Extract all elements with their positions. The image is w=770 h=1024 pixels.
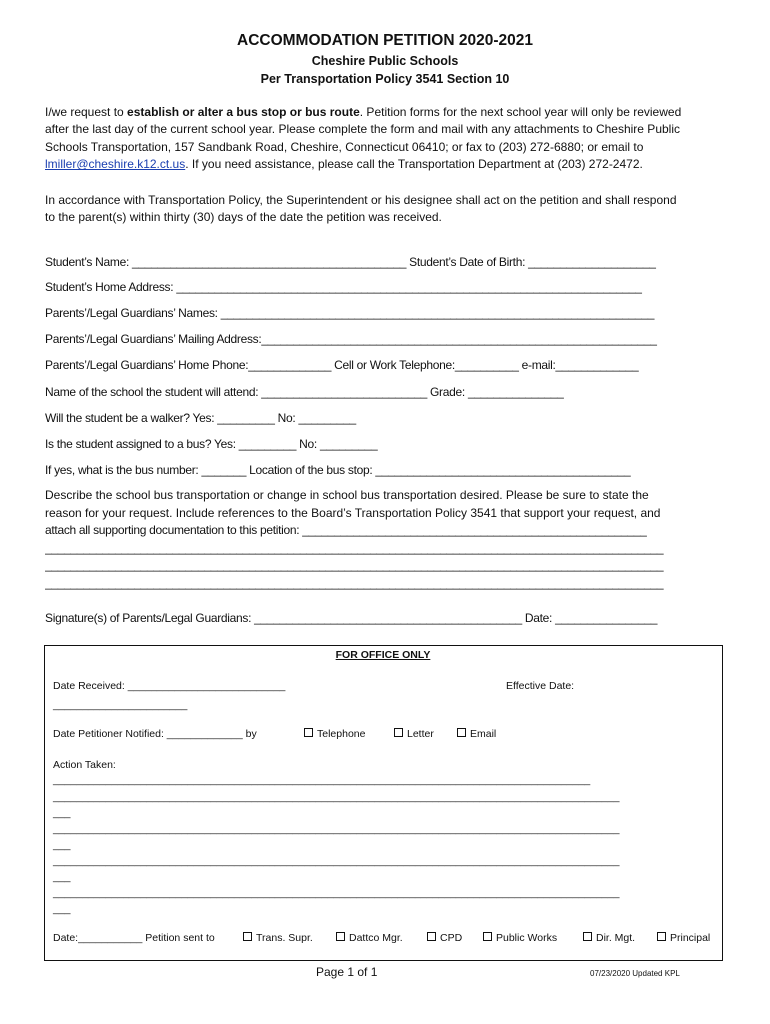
action-line[interactable]: _________________________________________________________________________________________________ bbox=[53, 887, 620, 899]
action-line-tail: ___ bbox=[53, 807, 71, 819]
action-line[interactable]: _________________________________________________________________________________________________ bbox=[53, 823, 620, 835]
bus-number-field[interactable]: If yes, what is the bus number: _______ Location of the bus stop: ________________________________________ bbox=[45, 463, 631, 477]
action-line[interactable]: ____________________________________________________________________________________________ bbox=[53, 774, 591, 786]
describe-blank-line[interactable]: _________________________________________________________________________________________________ bbox=[45, 558, 664, 572]
date-received-field[interactable]: Date Received: ___________________________ bbox=[53, 680, 286, 692]
guardian-names-field[interactable]: Parents’/Legal Guardians’ Names: ____________________________________________________________________ bbox=[45, 306, 655, 320]
checkbox-icon bbox=[583, 932, 592, 941]
district-name: Cheshire Public Schools bbox=[311, 54, 459, 68]
checkbox-icon bbox=[483, 932, 492, 941]
date-sent-field[interactable]: Date:___________ Petition sent to bbox=[53, 932, 215, 944]
mailing-address-field[interactable]: Parents’/Legal Guardians’ Mailing Address:______________________________________________________________ bbox=[45, 332, 657, 346]
trans-supr-option[interactable]: Trans. Supr. bbox=[243, 932, 313, 944]
checkbox-icon bbox=[243, 932, 252, 941]
office-use-box bbox=[44, 645, 723, 961]
page-number: Page 1 of 1 bbox=[316, 965, 378, 979]
dattco-mgr-option[interactable]: Dattco Mgr. bbox=[336, 932, 403, 944]
checkbox-icon bbox=[336, 932, 345, 941]
checkbox-icon bbox=[304, 728, 313, 737]
describe-line-1: Describe the school bus transportation or change in school bus transportation desired. Please be sure to state the bbox=[45, 488, 649, 502]
letter-option[interactable]: Letter bbox=[394, 728, 434, 740]
action-line-tail: ___ bbox=[53, 839, 71, 851]
action-line-tail: ___ bbox=[53, 871, 71, 883]
describe-blank-line[interactable]: _________________________________________________________________________________________________ bbox=[45, 541, 664, 555]
school-grade-field[interactable]: Name of the school the student will attend: __________________________ Grade: _______________ bbox=[45, 385, 564, 399]
principal-option[interactable]: Principal bbox=[657, 932, 710, 944]
walker-field[interactable]: Will the student be a walker? Yes: _________ No: _________ bbox=[45, 411, 356, 425]
describe-line-3[interactable]: attach all supporting documentation to this petition: ______________________________________________________ bbox=[45, 523, 647, 537]
describe-blank-line[interactable]: _________________________________________________________________________________________________ bbox=[45, 576, 664, 590]
page-title: ACCOMMODATION PETITION 2020-2021 bbox=[237, 32, 533, 49]
checkbox-icon bbox=[457, 728, 466, 737]
checkbox-icon bbox=[657, 932, 666, 941]
intro-paragraph: I/we request to establish or alter a bus stop or bus route. Petition forms for the next school year will only be reviewed after the last day of the current school year. Please complete the form and mail with any attachments to Cheshire Public Schools Transportation, 157 Sandbank Road, Cheshire, Connecticut 06410; or fax to (203) 272-6880; or email to lmiller@cheshire.k12.ct.us. If you need assistance, please call the Transportation Department at (203) 272-2472. bbox=[45, 105, 682, 172]
cpd-option[interactable]: CPD bbox=[427, 932, 462, 944]
telephone-option[interactable]: Telephone bbox=[304, 728, 365, 740]
checkbox-icon bbox=[394, 728, 403, 737]
dir-mgt-option[interactable]: Dir. Mgt. bbox=[583, 932, 635, 944]
checkbox-icon bbox=[427, 932, 436, 941]
email-link[interactable]: lmiller@cheshire.k12.ct.us bbox=[45, 157, 186, 172]
email-option[interactable]: Email bbox=[457, 728, 496, 740]
action-line[interactable]: _________________________________________________________________________________________________ bbox=[53, 791, 620, 803]
date-notified-field[interactable]: Date Petitioner Notified: _____________ by bbox=[53, 728, 257, 740]
action-taken-label: Action Taken: bbox=[53, 759, 116, 771]
effective-date-label: Effective Date: bbox=[506, 680, 575, 692]
action-line-tail: ___ bbox=[53, 903, 71, 915]
effective-date-blank[interactable]: _______________________ bbox=[53, 699, 188, 711]
describe-line-2: reason for your request. Include references to the Board’s Transportation Policy 3541 that support your request, and bbox=[45, 506, 661, 520]
bus-assigned-field[interactable]: Is the student assigned to a bus? Yes: _________ No: _________ bbox=[45, 437, 378, 451]
policy-paragraph: In accordance with Transportation Policy, the Superintendent or his designee shall act on the petition and shall respond to the parent(s) within thirty (30) days of the date the petition was received. bbox=[45, 193, 677, 225]
policy-reference: Per Transportation Policy 3541 Section 10 bbox=[260, 72, 510, 86]
updated-note: 07/23/2020 Updated KPL bbox=[590, 969, 680, 978]
home-address-field[interactable]: Student’s Home Address: _________________________________________________________________________ bbox=[45, 280, 642, 294]
phones-field[interactable]: Parents’/Legal Guardians’ Home Phone:_____________ Cell or Work Telephone:__________ e-mail:_____________ bbox=[45, 358, 639, 372]
student-name-field[interactable]: Student’s Name: ___________________________________________ Student’s Date of Birth: ____________________ bbox=[45, 255, 656, 269]
signature-field[interactable]: Signature(s) of Parents/Legal Guardians: __________________________________________ Date: ________________ bbox=[45, 611, 658, 625]
intro-bold: establish or alter a bus stop or bus route bbox=[127, 105, 360, 119]
office-heading: FOR OFFICE ONLY bbox=[335, 649, 431, 661]
action-line[interactable]: _________________________________________________________________________________________________ bbox=[53, 855, 620, 867]
public-works-option[interactable]: Public Works bbox=[483, 932, 557, 944]
